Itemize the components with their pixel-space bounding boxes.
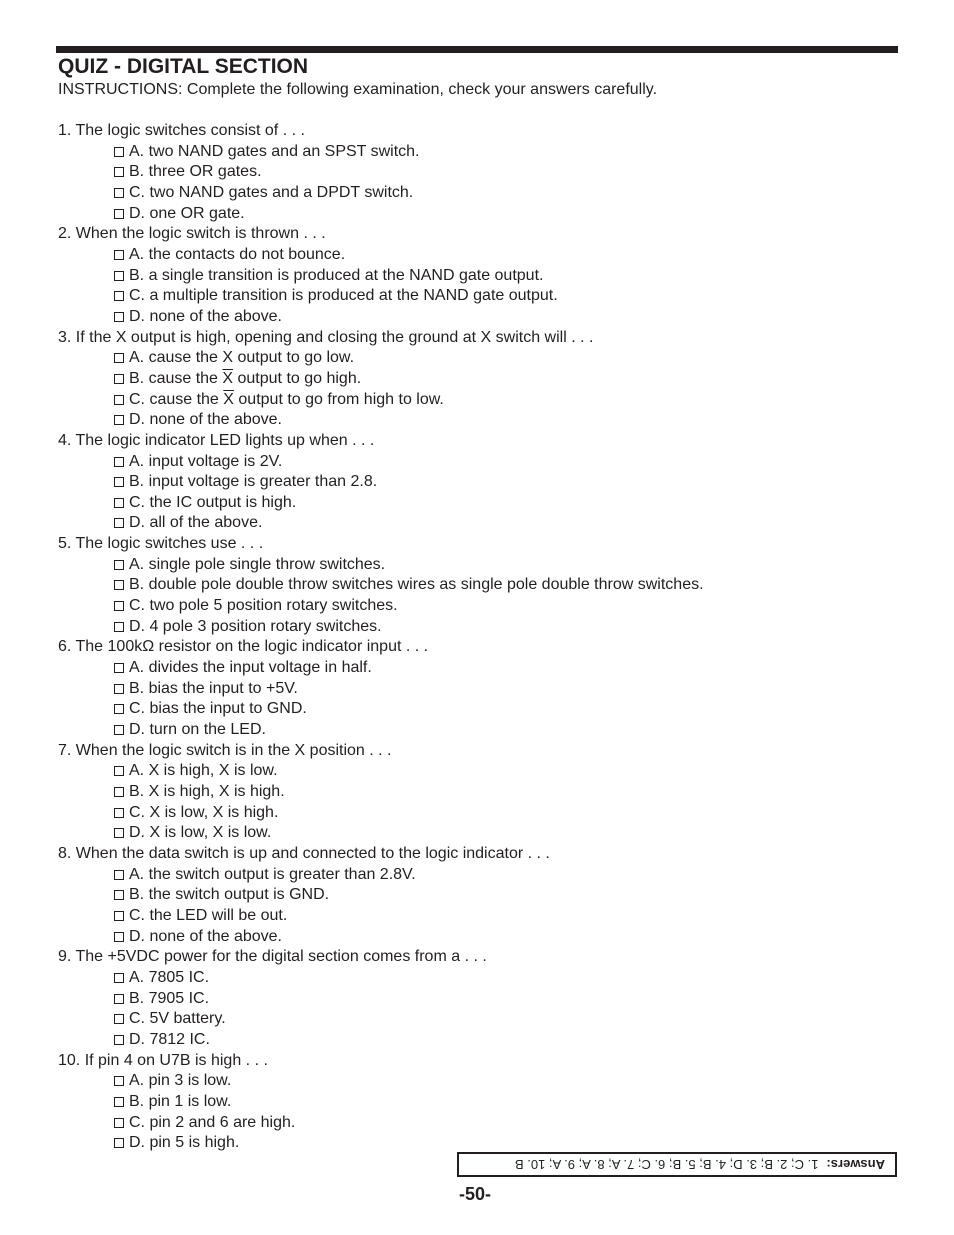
question-5: 5. The logic switches use . . .: [58, 535, 264, 553]
top-rule: [56, 46, 898, 53]
option-5b[interactable]: B. double pole double throw switches wires as single pole double throw switches.: [58, 575, 704, 596]
checkbox-icon[interactable]: [114, 209, 124, 219]
question-8: 8. When the data switch is up and connected to the logic indicator . . .: [58, 844, 550, 862]
question-2: 2. When the logic switch is thrown . . .: [58, 225, 326, 243]
option-7c[interactable]: C. X is low, X is high.: [58, 803, 704, 824]
option-3a[interactable]: A. cause the X output to go low.: [58, 348, 704, 369]
x-bar-symbol: $\overline{X}$: [222, 369, 234, 387]
option-3d[interactable]: D. none of the above.: [58, 410, 704, 431]
option-10d[interactable]: D. pin 5 is high.: [58, 1133, 704, 1154]
checkbox-icon[interactable]: [114, 167, 124, 177]
checkbox-icon[interactable]: [114, 374, 124, 384]
option-4a[interactable]: A. input voltage is 2V.: [58, 452, 704, 473]
option-3b[interactable]: B. cause the $\overline{X}$ output to go high.: [58, 369, 704, 390]
option-10c[interactable]: C. pin 2 and 6 are high.: [58, 1113, 704, 1134]
checkbox-icon[interactable]: [114, 684, 124, 694]
page-title: QUIZ - DIGITAL SECTION: [58, 55, 309, 78]
checkbox-icon[interactable]: [114, 973, 124, 983]
option-6b[interactable]: B. bias the input to +5V.: [58, 679, 704, 700]
checkbox-icon[interactable]: [114, 828, 124, 838]
question-4: 4. The logic indicator LED lights up when . . .: [58, 431, 375, 449]
checkbox-icon[interactable]: [114, 1076, 124, 1086]
option-10b[interactable]: B. pin 1 is low.: [58, 1092, 704, 1113]
checkbox-icon[interactable]: [114, 477, 124, 487]
page-number: -50-: [459, 1184, 492, 1204]
option-8b[interactable]: B. the switch output is GND.: [58, 885, 704, 906]
checkbox-icon[interactable]: [114, 188, 124, 198]
option-6a[interactable]: A. divides the input voltage in half.: [58, 658, 704, 679]
question-7: 7. When the logic switch is in the X position . . .: [58, 741, 392, 759]
option-10a[interactable]: A. pin 3 is low.: [58, 1071, 704, 1092]
answer-key-box: [457, 1152, 897, 1177]
option-1c[interactable]: C. two NAND gates and a DPDT switch.: [58, 183, 704, 204]
option-1a[interactable]: A. two NAND gates and an SPST switch.: [58, 142, 704, 163]
option-5c[interactable]: C. two pole 5 position rotary switches.: [58, 596, 704, 617]
option-2b[interactable]: B. a single transition is produced at the NAND gate output.: [58, 266, 704, 287]
option-7d[interactable]: D. X is low, X is low.: [58, 823, 704, 844]
checkbox-icon[interactable]: [114, 622, 124, 632]
checkbox-icon[interactable]: [114, 1097, 124, 1107]
checkbox-icon[interactable]: [114, 808, 124, 818]
checkbox-icon[interactable]: [114, 580, 124, 590]
checkbox-icon[interactable]: [114, 704, 124, 714]
checkbox-icon[interactable]: [114, 147, 124, 157]
checkbox-icon[interactable]: [114, 911, 124, 921]
checkbox-icon[interactable]: [114, 312, 124, 322]
checkbox-icon[interactable]: [114, 271, 124, 281]
x-bar-symbol: $\overline{X}$: [223, 390, 234, 408]
answer-key-label: Answers:: [826, 1157, 885, 1172]
quiz-list: [58, 121, 704, 1154]
question-1: 1. The logic switches consist of . . .: [58, 122, 305, 139]
option-9c[interactable]: C. 5V battery.: [58, 1009, 704, 1030]
checkbox-icon[interactable]: [114, 601, 124, 611]
option-2c[interactable]: C. a multiple transition is produced at the NAND gate output.: [58, 286, 704, 307]
checkbox-icon[interactable]: [114, 518, 124, 528]
checkbox-icon[interactable]: [114, 415, 124, 425]
answer-key-text: 1. C; 2. B; 3. D; 4. B; 5. B; 6. C; 7. A; 8. A; 9. A; 10. B: [514, 1157, 819, 1172]
checkbox-icon[interactable]: [114, 932, 124, 942]
instructions: INSTRUCTIONS: Complete the following examination, check your answers carefully.: [58, 81, 658, 98]
option-8a[interactable]: A. the switch output is greater than 2.8V.: [58, 865, 704, 886]
option-9b[interactable]: B. 7905 IC.: [58, 989, 704, 1010]
option-9a[interactable]: A. 7805 IC.: [58, 968, 704, 989]
option-1d[interactable]: D. one OR gate.: [58, 204, 704, 225]
option-2d[interactable]: D. none of the above.: [58, 307, 704, 328]
option-2a[interactable]: A. the contacts do not bounce.: [58, 245, 704, 266]
option-3c[interactable]: C. cause the $\overline{X}$ output to go from high to low.: [58, 390, 704, 411]
checkbox-icon[interactable]: [114, 291, 124, 301]
option-4d[interactable]: D. all of the above.: [58, 513, 704, 534]
option-8d[interactable]: D. none of the above.: [58, 927, 704, 948]
question-3: 3. If the X output is high, opening and closing the ground at X switch will . . .: [58, 328, 594, 346]
answer-key-upside-down: [459, 1154, 895, 1175]
option-4c[interactable]: C. the IC output is high.: [58, 493, 704, 514]
checkbox-icon[interactable]: [114, 560, 124, 570]
checkbox-icon[interactable]: [114, 787, 124, 797]
checkbox-icon[interactable]: [114, 1014, 124, 1024]
checkbox-icon[interactable]: [114, 663, 124, 673]
checkbox-icon[interactable]: [114, 395, 124, 405]
question-9: 9. The +5VDC power for the digital section comes from a . . .: [58, 948, 487, 966]
checkbox-icon[interactable]: [114, 766, 124, 776]
checkbox-icon[interactable]: [114, 1118, 124, 1128]
option-7b[interactable]: B. X is high, X is high.: [58, 782, 704, 803]
checkbox-icon[interactable]: [114, 890, 124, 900]
checkbox-icon[interactable]: [114, 1035, 124, 1045]
checkbox-icon[interactable]: [114, 498, 124, 508]
checkbox-icon[interactable]: [114, 725, 124, 735]
checkbox-icon[interactable]: [114, 1138, 124, 1148]
option-9d[interactable]: D. 7812 IC.: [58, 1030, 704, 1051]
checkbox-icon[interactable]: [114, 994, 124, 1004]
question-10: 10. If pin 4 on U7B is high . . .: [58, 1051, 268, 1069]
option-6d[interactable]: D. turn on the LED.: [58, 720, 704, 741]
option-8c[interactable]: C. the LED will be out.: [58, 906, 704, 927]
question-6: 6. The 100kΩ resistor on the logic indicator input . . .: [58, 638, 429, 656]
checkbox-icon[interactable]: [114, 250, 124, 260]
checkbox-icon[interactable]: [114, 353, 124, 363]
option-5a[interactable]: A. single pole single throw switches.: [58, 555, 704, 576]
checkbox-icon[interactable]: [114, 870, 124, 880]
option-5d[interactable]: D. 4 pole 3 position rotary switches.: [58, 617, 704, 638]
option-7a[interactable]: A. X is high, X is low.: [58, 761, 704, 782]
option-4b[interactable]: B. input voltage is greater than 2.8.: [58, 472, 704, 493]
option-6c[interactable]: C. bias the input to GND.: [58, 699, 704, 720]
option-1b[interactable]: B. three OR gates.: [58, 162, 704, 183]
checkbox-icon[interactable]: [114, 457, 124, 467]
